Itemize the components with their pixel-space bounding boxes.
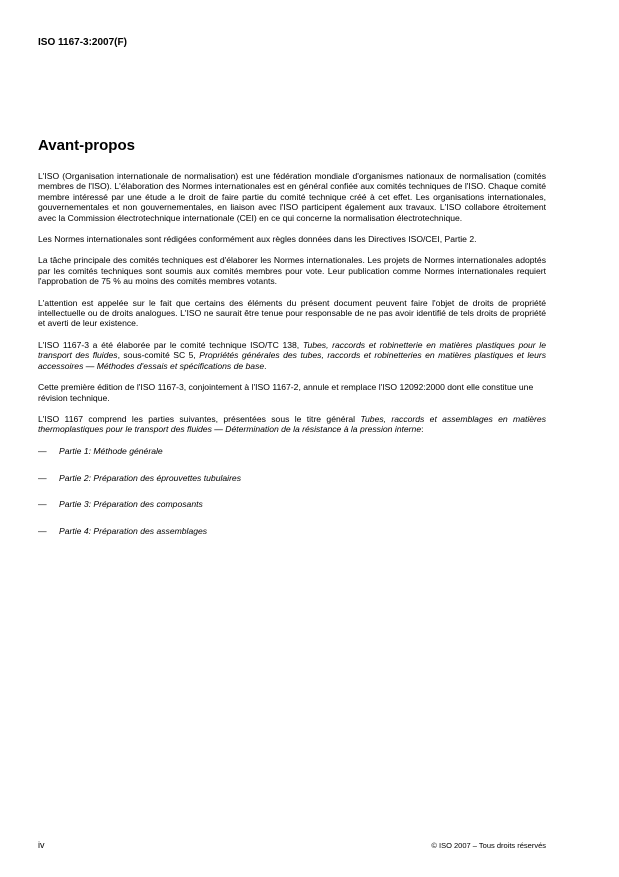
parts-list — [38, 446, 546, 537]
dash-marker: — — [38, 526, 47, 537]
committee-title: Tubes, raccords et robinetterie en matières plastiques pour le transport des fluides — [38, 339, 546, 361]
list-item — [38, 473, 546, 483]
foreword-body — [38, 171, 546, 553]
paragraph-patent-rights: L'attention est appelée sur le fait que certains des éléments du présent document peuvent faire l'objet de droits de propriété intellectuelle ou de droits analogues. L'ISO ne saurait être tenue pour responsable de ne pas avoir identifié de tels droits de propriété et averti de leur existence. — [38, 297, 546, 329]
paragraph-iso-organisation: L'ISO (Organisation internationale de normalisation) est une fédération mondiale d'organismes nationaux de normalisation (comités membres de l'ISO). L'élaboration des Normes internationales est en général confiée aux comités techniques de l'ISO. Chaque comité membre intéressé par une étude a le droit de faire partie du comité technique créé à cet effet. Les organisations internationales, gouvernementales et non gouvernementales, en liaison avec l'ISO participent également aux travaux. L'ISO collabore étroitement avec la Commission électrotechnique internationale (CEI) en ce qui concerne la normalisation électrotechnique. — [38, 171, 546, 223]
list-item — [38, 499, 546, 509]
general-title: Tubes, raccords et assemblages en matières thermoplastiques pour le transport des fluides — Détermination de la résistance à la pression interne — [38, 413, 546, 435]
document-id: ISO 1167-3:2007(F) — [38, 37, 127, 48]
page-number: iv — [38, 840, 45, 850]
prepared-by-lead: L'ISO 1167-3 a été élaborée par le comité technique ISO/TC 138, — [38, 339, 303, 350]
paragraph-technical-committees: La tâche principale des comités techniques est d'élaborer les Normes internationales. Les projets de Normes internationales adoptés par les comités techniques sont soumis aux comités membres pour vote. Leur publication comme Normes internationales requiert l'approbation de 75 % au moins des comités membres votants. — [38, 255, 546, 287]
part-label: Partie 2: Préparation des éprouvettes tubulaires — [59, 472, 242, 483]
dash-marker: — — [38, 499, 47, 510]
parts-intro-lead: L'ISO 1167 comprend les parties suivantes, présentées sous le titre général — [38, 413, 361, 424]
paragraph-parts-intro — [38, 414, 546, 435]
dash-marker: — — [38, 472, 47, 483]
section-title: Avant-propos — [38, 137, 135, 154]
copyright-notice: © ISO 2007 – Tous droits réservés — [431, 841, 546, 850]
part-label: Partie 3: Préparation des composants — [59, 499, 203, 510]
prepared-by-end: . — [264, 360, 267, 371]
list-item — [38, 446, 546, 456]
parts-intro-end: : — [421, 424, 424, 435]
subcommittee-title: Propriétés générales des tubes, raccords et robinetteries en matières plastiques et leurs accessoires — Méthodes d'essais et spécifications de base — [38, 350, 547, 371]
list-item — [38, 526, 546, 536]
prepared-by-middle: , sous-comité SC 5, — [117, 350, 200, 361]
paragraph-prepared-by — [38, 340, 546, 371]
paragraph-directives: Les Normes internationales sont rédigées conformément aux règles données dans les Directives ISO/CEI, Partie 2. — [38, 234, 477, 245]
paragraph-edition: Cette première édition de l'ISO 1167-3, conjointement à l'ISO 1167-2, annule et remplace l'ISO 12092:2000 dont elle constitue une révision technique. — [38, 382, 534, 403]
part-label: Partie 4: Préparation des assemblages — [59, 526, 208, 537]
dash-marker: — — [38, 445, 47, 456]
part-label: Partie 1: Méthode générale — [59, 445, 163, 456]
